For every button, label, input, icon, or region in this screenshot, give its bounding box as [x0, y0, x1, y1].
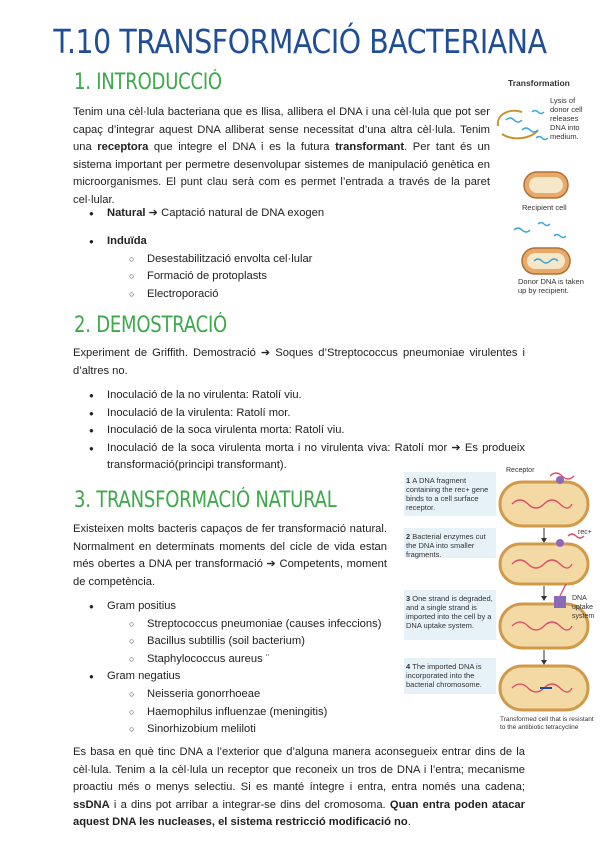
- figure-caption-donor: Donor DNA is taken up by recipient.: [518, 277, 584, 295]
- list-subitem: ○ Haemophilus influenzae (meningitis): [73, 704, 393, 722]
- list-subitem: ○ Staphylococcus aureus ¨: [73, 651, 393, 669]
- figure-label-recplus: rec+: [578, 529, 592, 536]
- list-item-gram-negatius: ● Gram negatius: [73, 668, 393, 686]
- step-4: 4 The imported DNA is incorporated into the bacterial chromosome.: [406, 662, 482, 689]
- intro-bold-transformant: transformant: [335, 141, 405, 154]
- list-subitem: ○ Streptococcus pneumoniae (causes infeccions): [73, 616, 393, 634]
- figure-label-uptake: DNA uptake system: [572, 595, 595, 620]
- list-subitem: ○ Desestabilització envolta cel·lular: [73, 251, 493, 269]
- gram-list: [73, 598, 393, 739]
- intro-text-1: Tenim una cèl·lula bacteriana que es llisa, allibera el DNA i una cèl·lula que pot ser capaç d’integrar aquest DNA alliberat sense necessitat d’una altra cèl·lula. Tenim una: [73, 106, 490, 154]
- step-2: 2 Bacterial enzymes cut the DNA into smaller fragments.: [406, 532, 486, 559]
- list-item: ● Inoculació de la soca virulenta morta i no virulenta viva: Ratolí mor ➔ Es produeix transformació(principi transformant).: [73, 440, 525, 475]
- figure-label-receptor: Receptor: [506, 467, 535, 474]
- list-item: ● Inoculació de la soca virulenta morta: Ratolí viu.: [73, 422, 525, 440]
- section-heading-introduccio: 1. INTRODUCCIÓ: [74, 70, 222, 95]
- intro-text-3: . Per tant és un sistema important per permetre desenvolupar sistemes de manipulació genètica en microorganismes. El punt clau serà com es permet l’entrada a través de la paret cel·lular.: [73, 141, 490, 206]
- transformacio-paragraph: Existeixen molts bacteris capaços de fer transformació natural. Normalment en determinats moments del cicle de vida estan més obertes a DNA per transformació ➔ Competents, moment de competència.: [73, 523, 387, 588]
- page-title: T.10 TRANSFORMACIÓ BACTERIANA: [53, 22, 547, 61]
- intro-text-2: que integre el DNA i es la futura: [148, 141, 336, 154]
- list-subitem: ○ Neisseria gonorrhoeae: [73, 686, 393, 704]
- list-subitem: ○ Electroporació: [73, 286, 493, 304]
- demostracio-list: [73, 387, 525, 475]
- final-paragraph: Es basa en què tinc DNA a l’exterior que d’alguna manera aconsegueix entrar dins de la cèl·lula. Tenim a la cèl·lula un receptor que reconeix un tros de DNA i l’entra; mecanisme proactiu més o menys selectiu. Si es manté íntegre i entra, entra només una cadena; ssDNA i a dins pot arribar a integrar-se dins del cromosoma. Quan entra poden atacar aquest DNA les nucleases, el sistema restricció modificació no.: [73, 746, 525, 829]
- list-item: ● Inoculació de la no virulenta: Ratolí viu.: [73, 387, 525, 405]
- intro-list: [73, 205, 493, 223]
- demostracio-paragraph: Experiment de Griffith. Demostració ➔ Soques d’Streptococcus pneumoniae virulentes i d’altres no.: [73, 347, 525, 377]
- list-subitem: ○ Formació de protoplasts: [73, 268, 493, 286]
- figure-caption-recipient: Recipient cell: [522, 203, 567, 212]
- section-heading-demostracio: 2. DEMOSTRACIÓ: [74, 313, 227, 338]
- step-1: 1 A DNA fragment containing the rec+ gene binds to a cell surface receptor.: [406, 476, 489, 512]
- transformation-figure: [492, 72, 592, 307]
- intro-bold-receptora: receptora: [97, 141, 149, 154]
- step-3: 3 One strand is degraded, and a single strand is imported into the cell by a DNA uptake system.: [406, 594, 493, 630]
- list-item: ● Inoculació de la virulenta: Ratolí mor.: [73, 405, 525, 423]
- intro-paragraph: [73, 104, 490, 210]
- natural-transformation-figure: [400, 466, 595, 740]
- list-item-natural: ● Natural ➔ Captació natural de DNA exogen: [73, 205, 493, 223]
- section-heading-transformacio-natural: 3. TRANSFORMACIÓ NATURAL: [74, 488, 337, 513]
- intro-list-induida: [73, 233, 493, 303]
- list-item-induida: ● Induïda: [73, 233, 493, 251]
- figure-title: Transformation: [508, 78, 570, 88]
- figure-caption-lysis: Lysis of donor cell releases DNA into medium.: [550, 96, 583, 141]
- list-subitem: ○ Bacillus subtillis (soil bacterium): [73, 633, 393, 651]
- list-item-gram-positius: ● Gram positius: [73, 598, 393, 616]
- figure-caption-transformed: Transformed cell that is resistant to the antibiotic tetracycline: [500, 716, 594, 731]
- list-subitem: ○ Sinorhizobium meliloti: [73, 721, 393, 739]
